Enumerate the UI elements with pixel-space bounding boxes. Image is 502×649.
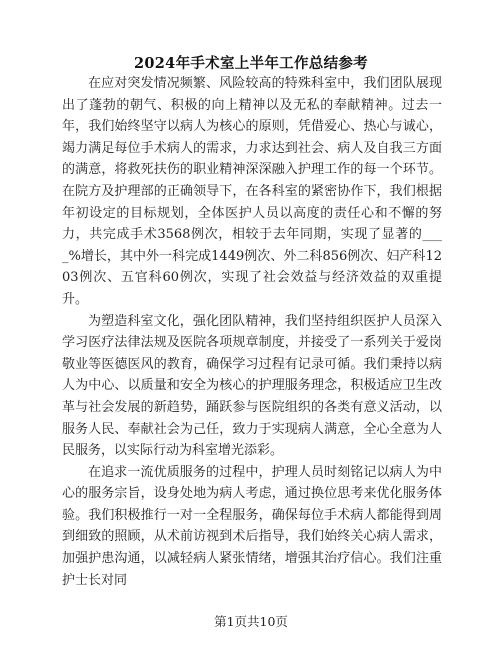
page-number-footer: 第1页共10页 — [214, 614, 288, 629]
paragraph-3: 在追求一流优质服务的过程中，护理人员时刻铭记以病人为中心的服务宗旨，设身处地为病人考虑，通过换位思考来优化服务体验。我们积极推行一对一全程服务，确保每位手术病人都能得到周到细致的照顾，从术前访视到术后指导，我们始终关心病人需求，加强护患沟通，以减轻病人紧张情绪，增强其治疗信心。我们注重护士长对同 — [62, 464, 442, 588]
paragraph-2: 为塑造科室文化，强化团队精神，我们坚持组织医护人员深入学习医疗法律法规及医院各项规章制度，并接受了一系列关于爱岗敬业等医德医风的教育，确保学习过程有记录可循。我们秉持以病人为中心、以质量和安全为核心的护理服务理念，积极适应卫生改革与社会发展的新趋势，踊跃参与医院组织的各类有意义活动，以服务人民、奉献社会为己任，致力于实现病人满意，全心全意为人民服务，以实际行动为科室增光添彩。 — [62, 313, 442, 459]
document-body — [62, 73, 442, 591]
paragraph-1: 在应对突发情况频繁、风险较高的特殊科室中，我们团队展现出了蓬勃的朝气、积极的向上精神以及无私的奉献精神。过去一年，我们始终坚守以病人为核心的原则，凭借爱心、热心与诚心，竭力满足每位手术病人的需求，力求达到社会、病人及自我三方面的满意，将救死扶伤的职业精神深深融入护理工作的每一个环节。在院方及护理部的正确领导下，在各科室的紧密协作下，我们根据年初设定的目标规划，全体医护人员以高度的责任心和不懈的努力，共完成手术3568例次，相较于去年同期，实现了显著的____%增长，其中外一科完成1449例次、外二科856例次、妇产科1203例次、五官科60例次，实现了社会效益与经济效益的双重提升。 — [62, 76, 442, 307]
document-title: 2024年手术室上半年工作总结参考 — [134, 55, 368, 72]
